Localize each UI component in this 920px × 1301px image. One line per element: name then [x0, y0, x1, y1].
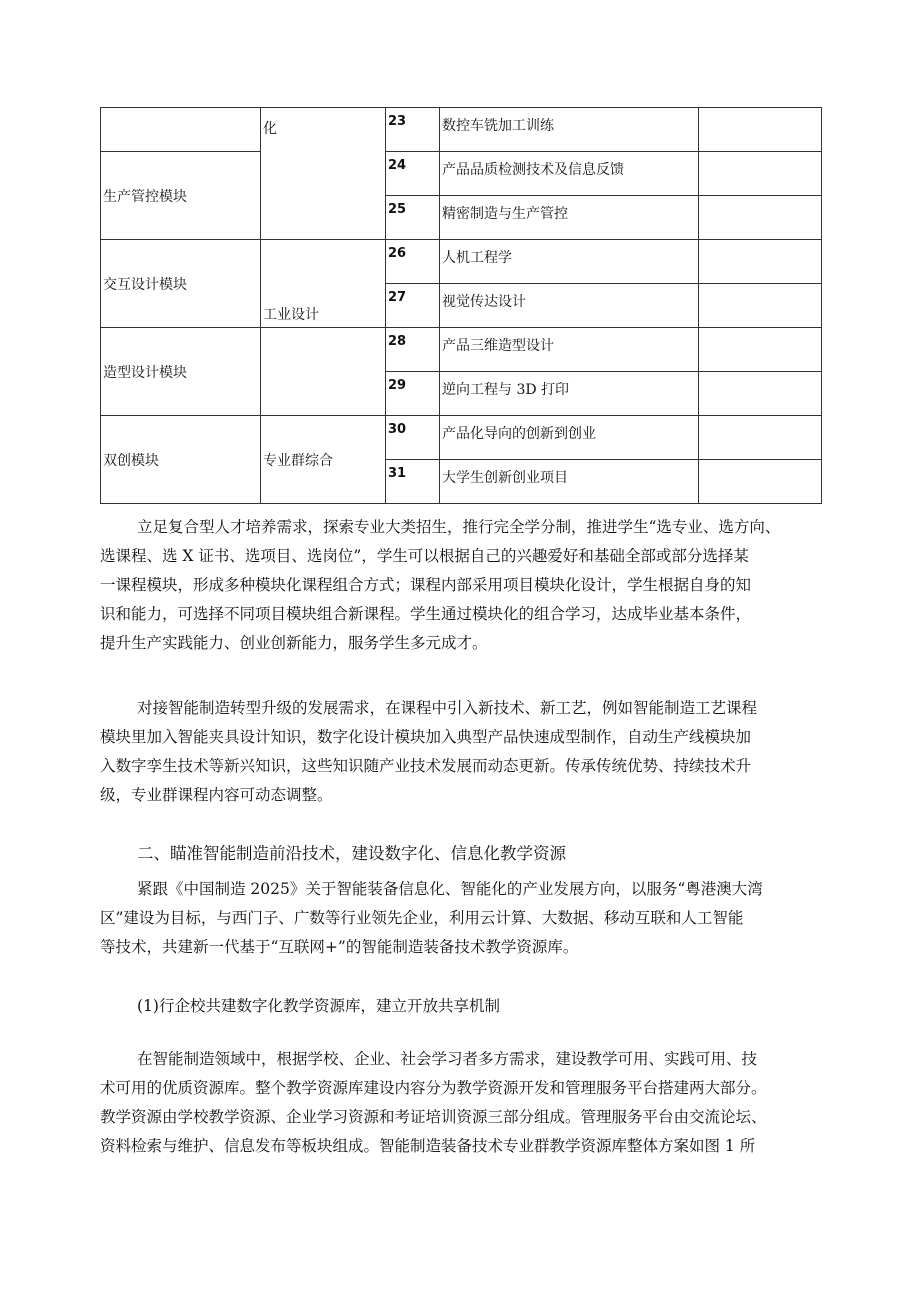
sub-heading: (1)行企校共建数字化教学资源库，建立开放共享机制	[137, 997, 500, 1015]
table-row	[101, 108, 822, 152]
table-row	[101, 152, 822, 196]
text-line: 级，专业群课程内容可动态调整。	[100, 786, 333, 804]
section-heading: 二、瞄准智能制造前沿技术，建设数字化、信息化教学资源	[137, 844, 566, 863]
course-number: 31	[386, 460, 440, 504]
note-cell	[699, 284, 822, 328]
paragraph-tech-upgrade	[100, 694, 825, 810]
text-line: 资料检索与维护、信息发布等板块组成。智能制造装备技术专业群教学资源库整体方案如图 1 所	[100, 1137, 756, 1155]
curriculum-table	[100, 107, 822, 504]
text-line: 识和能力，可选择不同项目模块组合新课程。学生通过模块化的组合学习，达成毕业基本条件，	[100, 605, 752, 623]
text-line: 立足复合型人才培养需求，探索专业大类招生，推行完全学分制，推进学生“选专业、选方向、	[137, 518, 781, 536]
module-cell: 双创模块	[101, 416, 261, 504]
text-line: 入数字孪生技术等新兴知识，这些知识随产业技术发展而动态更新。传承传统优势、持续技术升	[100, 757, 752, 775]
module-cell: 交互设计模块	[101, 240, 261, 328]
table-row	[101, 328, 822, 372]
table-row	[101, 416, 822, 460]
course-name: 产品化导向的创新到创业	[440, 416, 699, 460]
course-number: 28	[386, 328, 440, 372]
module-cell: 生产管控模块	[101, 152, 261, 240]
note-cell	[699, 240, 822, 284]
text-line: 选课程、选 X 证书、选项目、选岗位”，学生可以根据自己的兴趣爱好和基础全部或部分选择某	[100, 547, 749, 565]
note-cell	[699, 416, 822, 460]
text-line: 模块里加入智能夹具设计知识，数字化设计模块加入典型产品快速成型制作，自动生产线模块加	[100, 728, 752, 746]
course-name: 数控车铣加工训练	[440, 108, 699, 152]
course-number: 30	[386, 416, 440, 460]
text-line: 区”建设为目标，与西门子、广数等行业领先企业，利用云计算、大数据、移动互联和人工智能	[100, 909, 744, 927]
group-cell: 专业群综合	[261, 416, 386, 504]
text-line: 一课程模块，形成多种模块化课程组合方式；课程内部采用项目模块化设计，学生根据自身的知	[100, 576, 752, 594]
note-cell	[699, 372, 822, 416]
note-cell	[699, 460, 822, 504]
text-line: 教学资源由学校教学资源、企业学习资源和考证培训资源三部分组成。管理服务平台由交流论坛、	[100, 1108, 767, 1126]
course-name: 逆向工程与 3D 打印	[440, 372, 699, 416]
course-number: 29	[386, 372, 440, 416]
course-number: 24	[386, 152, 440, 196]
group-cell: 化	[261, 108, 386, 240]
note-cell	[699, 328, 822, 372]
text-line: 等技术，共建新一代基于“互联网+”的智能制造装备技术教学资源库。	[100, 938, 579, 956]
note-cell	[699, 152, 822, 196]
text-line: 提升生产实践能力、创业创新能力，服务学生多元成才。	[100, 634, 488, 652]
course-number: 26	[386, 240, 440, 284]
group-cell	[261, 328, 386, 416]
course-number: 23	[386, 108, 440, 152]
module-cell	[101, 108, 261, 152]
paragraph-resource-library	[100, 875, 825, 962]
paragraph-module-selection	[100, 513, 825, 658]
course-name: 人机工程学	[440, 240, 699, 284]
text-line: 术可用的优质资源库。整个教学资源库建设内容分为教学资源开发和管理服务平台搭建两大部分。	[100, 1079, 767, 1097]
module-cell: 造型设计模块	[101, 328, 261, 416]
paragraph-resource-content	[100, 1045, 825, 1161]
course-name: 大学生创新创业项目	[440, 460, 699, 504]
course-name: 精密制造与生产管控	[440, 196, 699, 240]
text-line: 在智能制造领域中，根据学校、企业、社会学习者多方需求，建设教学可用、实践可用、技	[137, 1050, 758, 1068]
text-line: 紧跟《中国制造 2025》关于智能装备信息化、智能化的产业发展方向，以服务“粤港澳大湾	[137, 880, 763, 898]
course-number: 27	[386, 284, 440, 328]
course-name: 视觉传达设计	[440, 284, 699, 328]
text-line: 对接智能制造转型升级的发展需求，在课程中引入新技术、新工艺，例如智能制造工艺课程	[137, 699, 758, 717]
course-number: 25	[386, 196, 440, 240]
note-cell	[699, 196, 822, 240]
course-name: 产品品质检测技术及信息反馈	[440, 152, 699, 196]
group-cell: 工业设计	[261, 240, 386, 328]
course-name: 产品三维造型设计	[440, 328, 699, 372]
note-cell	[699, 108, 822, 152]
table-row	[101, 240, 822, 284]
